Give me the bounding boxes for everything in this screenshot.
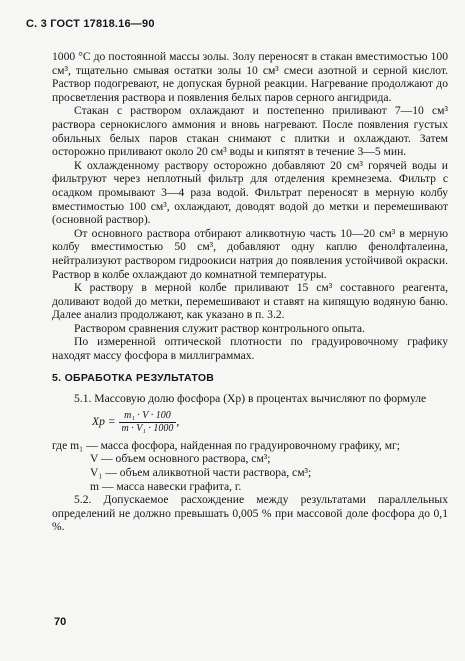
formula bbox=[92, 410, 448, 435]
running-head: С. 3 ГОСТ 17818.16—90 bbox=[26, 18, 155, 30]
formula-denominator: m · V₁ · 1000 bbox=[121, 422, 174, 434]
paragraph: 5.2. Допускаемое расхождение между результатами параллельных определений не должно превышать 0,005 % при массовой доле фосфора до 0,1 %. bbox=[52, 493, 448, 534]
page-number: 70 bbox=[54, 616, 67, 628]
definition-item: m — масса навески графита, г. bbox=[90, 479, 242, 493]
section-title: 5. ОБРАБОТКА РЕЗУЛЬТАТОВ bbox=[52, 371, 215, 384]
definition-item: V₁ — объем аликвотной части раствора, см³; bbox=[90, 466, 312, 480]
body-text bbox=[52, 50, 448, 534]
paragraph: К охлажденному раствору осторожно добавляют 20 см³ горячей воды и фильтруют через неплотный фильтр для отделения кремнезема. Фильтр с осадком промывают 3—4 раза водой. Фильтрат переносят в мерную колбу вместимостью 100 см³, охлаждают, доводят водой до метки и перемешивают (основной раствор). bbox=[52, 158, 448, 227]
definition-item: где m₁ — масса фосфора, найденная по градуировочному графику, мг; bbox=[52, 438, 401, 452]
formula-fraction bbox=[119, 409, 180, 435]
formula-numerator: m₁ · V · 100 bbox=[119, 410, 177, 423]
paragraph: 1000 °С до постоянной массы золы. Золу переносят в стакан вместимостью 100 см³, тщательно смывая остатки золы 10 см³ смеси азотной и серной кислот. Раствор подогревают, не допуская бурной реакции. Нагревание продолжают до просветления раствора и появления белых паров серного ангидрида. bbox=[52, 50, 448, 104]
paragraph: К раствору в мерной колбе приливают 15 см³ составного реагента, доливают водой до метки, перемешивают и ставят на кипящую водяную баню. Далее анализ продолжают, как указано в п. 3.2. bbox=[52, 281, 448, 322]
formula-trail: , bbox=[176, 415, 180, 428]
paragraph: 5.1. Массовую долю фосфора (Xр) в процентах вычисляют по формуле bbox=[74, 392, 427, 406]
definition-item: V — объем основного раствора, см³; bbox=[90, 452, 271, 466]
formula-lhs: Xр = bbox=[92, 415, 116, 428]
paragraph: Раствором сравнения служит раствор контрольного опыта. bbox=[74, 321, 365, 335]
paragraph: От основного раствора отбирают аликвотную часть 10—20 см³ в мерную колбу вместимостью 50 см³, добавляют одну каплю фенолфталеина, нейтрализуют раствором гидроокиси натрия до появления устойчивой окраски. Раствор в колбе охлаждают до комнатной температуры. bbox=[52, 226, 448, 281]
paragraph: Стакан с раствором охлаждают и постепенно приливают 7—10 см³ раствора сернокислого аммония и вновь нагревают. После появления густых обильных белых паров стакан снимают с плитки и охлаждают. Затем осторожно приливают около 20 см³ воды и кипятят в течение 3—5 мин. bbox=[52, 104, 448, 159]
paragraph: По измеренной оптической плотности по градуировочному графику находят массу фосфора в миллиграммах. bbox=[52, 335, 448, 363]
